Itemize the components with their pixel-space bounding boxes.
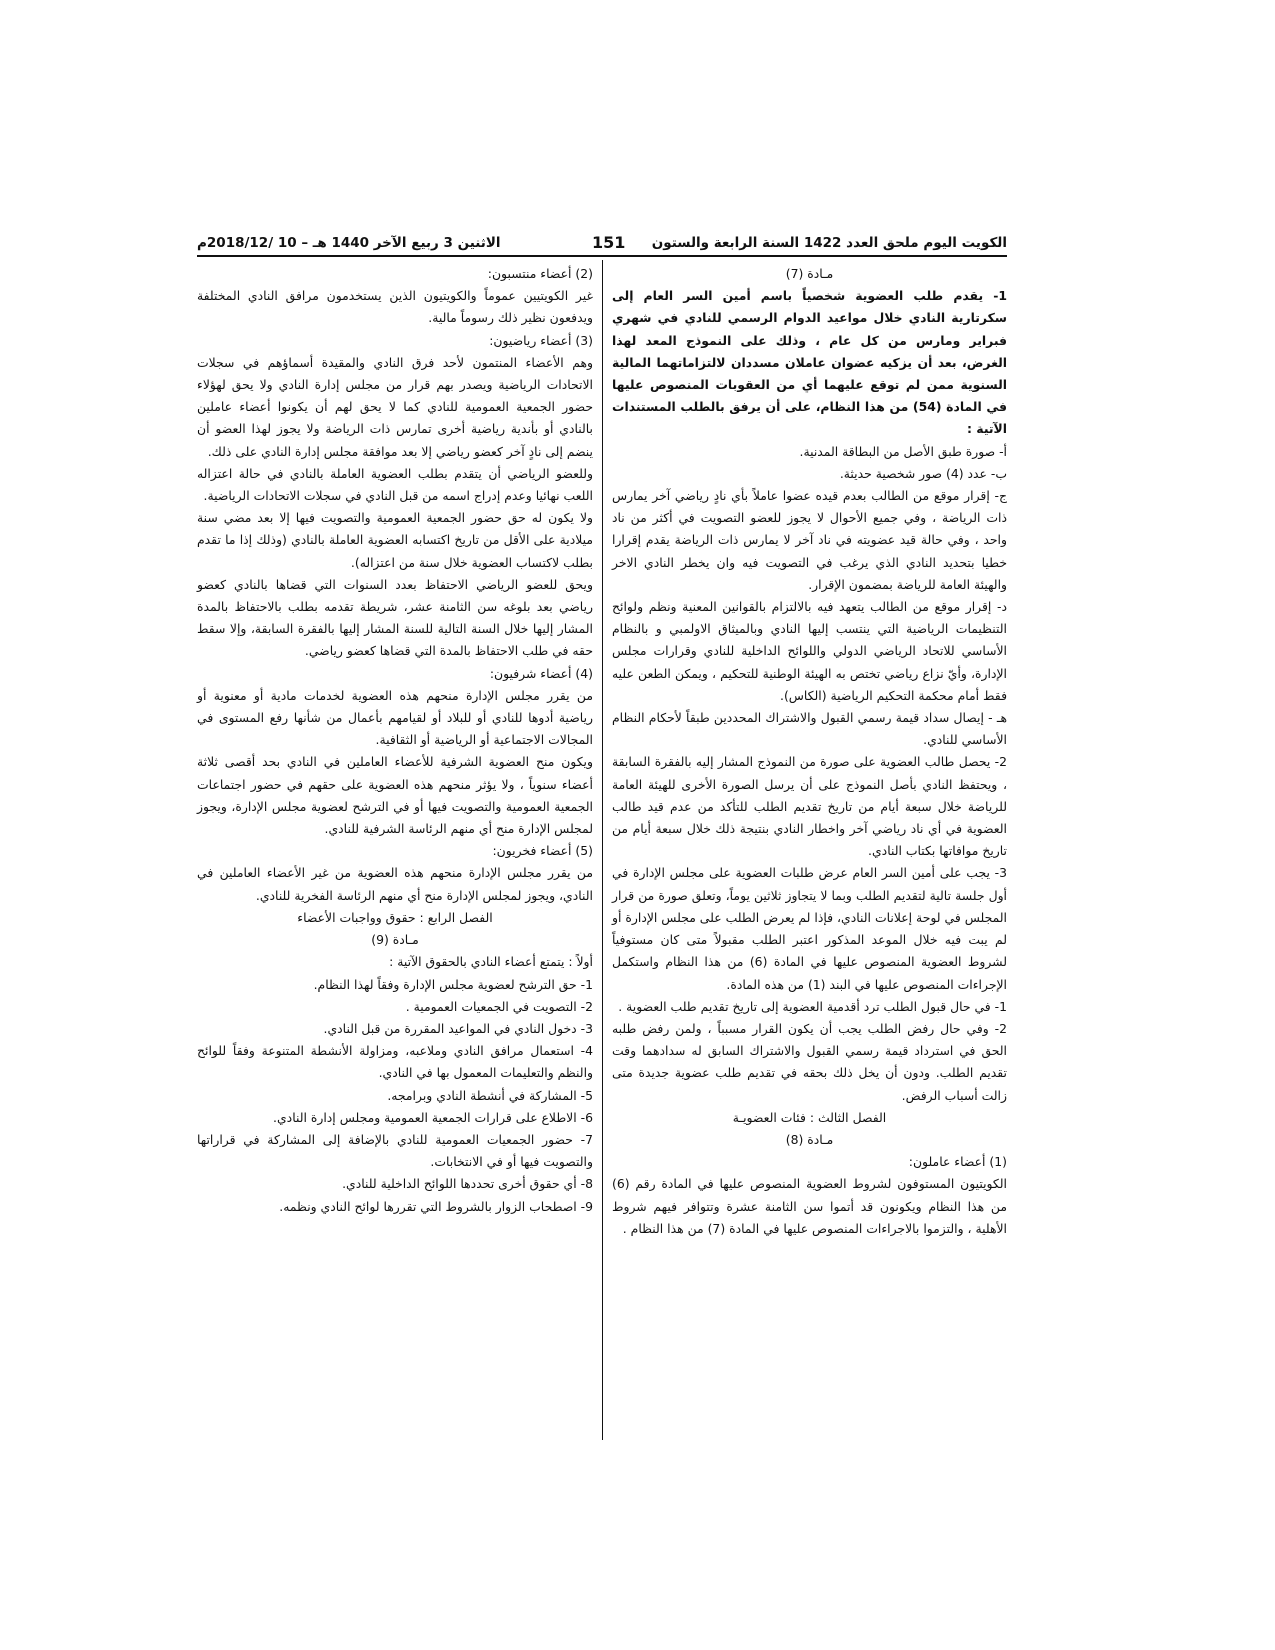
paragraph: أ- صورة طبق الأصل من البطاقة المدنية. bbox=[799, 443, 1007, 459]
paragraph: 6- الاطلاع على قرارات الجمعية العمومية ومجلس إدارة النادي. bbox=[273, 1109, 593, 1125]
left-column bbox=[197, 263, 593, 1218]
section-heading: الفصل الثالث : فئات العضويـة bbox=[732, 1109, 887, 1125]
paragraph: 7- حضور الجمعيات العمومية للنادي بالإضافة إلى المشاركة في قراراتها والتصويت فيها أو في الانتخابات. bbox=[197, 1131, 593, 1170]
paragraph: 2- يحصل طالب العضوية على صورة من النموذج المشار إليه بالفقرة السابقة ، ويحتفظ النادي بأصل النموذج على أن يرسل الصورة الأخرى للهيئة العامة للرياضة خلال سبعة أيام من تاريخ تقديم الطلب للتأكد من عدم قيد طالب العضوية في أي ناد رياضي آخر واخطار النادي بنتيجة ذلك خلال سبعة أيام من تاريخ موافاتها بكتاب النادي. bbox=[612, 754, 1007, 859]
paragraph: د- إقرار موقع من الطالب يتعهد فيه بالالتزام بالقوانين المعنية ونظم ولوائح التنظيمات الرياضية التي ينتسب إليها النادي وبالميثاق الاولمبي و بالنظام الأساسي للاتحاد الرياضي الدولي واللوائح الداخلية للنادي وقرارات مجلس الإدارة، وأيّ نزاع رياضي تختص به الهيئة الوطنية للتحكيم ، ويمكن الطعن عليه فقط أمام محكمة التحكيم الرياضية (الكاس). bbox=[612, 599, 1007, 703]
paragraph: 3- يجب على أمين السر العام عرض طلبات العضوية على مجلس الإدارة في أول جلسة تالية لتقديم الطلب وبما لا يتجاوز ثلاثين يوماً، وتعلق صورة من قرار المجلس في لوحة إعلانات النادي، فإذا لم يعرض الطلب على مجلس الإدارة أو لم يبت فيه خلال الموعد المذكور اعتبر الطلب مقبولاً متى كان مستوفياً لشروط العضوية المنصوص عليها في المادة (6) من هذا النظام واستكمل الإجراءات المنصوص عليها في البند (1) من هذه المادة. bbox=[612, 865, 1007, 992]
paragraph: 2- التصويت في الجمعيات العمومية . bbox=[405, 998, 593, 1014]
paragraph: ولا يكون له حق حضور الجمعية العمومية والتصويت فيها إلا بعد مضي سنة ميلادية على الأقل من تاريخ اكتسابه العضوية العاملة بالنادي (وذلك إذا ما تقدم بطلب لاكتساب العضوية خلال سنة من اعتزاله). bbox=[197, 510, 593, 570]
gazette-title: الكويت اليوم ملحق العدد 1422 السنة الرابعة والستون bbox=[651, 235, 1007, 251]
section-heading: مـادة (7) bbox=[785, 266, 834, 281]
paragraph: 1- في حال قبول الطلب ترد أقدمية العضوية إلى تاريخ تقديم طلب العضوية . bbox=[618, 998, 1007, 1014]
paragraph: من يقرر مجلس الإدارة منحهم هذه العضوية لخدمات مادية أو معنوية أو رياضية أدوها للنادي أو للبلاد أو لقيامهم بأعمال من شأنها رفع المستوى في المجالات الاجتماعية أو الرياضية أو الثقافية. bbox=[197, 687, 593, 748]
column-divider bbox=[602, 260, 603, 1440]
paragraph: (2) أعضاء منتسبون: bbox=[487, 266, 593, 281]
paragraph: وللعضو الرياضي أن يتقدم بطلب العضوية العاملة بالنادي في حالة اعتزاله اللعب نهائيا وعدم إدراج اسمه من قبل النادي في سجلات الاتحادات الرياضية. bbox=[197, 465, 593, 504]
paragraph: من يقرر مجلس الإدارة منحهم هذه العضوية من غير الأعضاء العاملين في النادي، ويجوز لمجلس الإدارة منح أي منهم الرئاسة الفخرية للنادي. bbox=[197, 865, 593, 903]
paragraph: الكويتيون المستوفون لشروط العضوية المنصوص عليها في المادة رقم (6) من هذا النظام ويكونون قد أتموا سن الثامنة عشرة وتتوافر فيهم شروط الأهلية ، والتزموا بالاجراءات المنصوص عليها في المادة (7) من هذا النظام . bbox=[612, 1176, 1007, 1236]
paragraph: هـ - إيصال سداد قيمة رسمي القبول والاشتراك المحددين طبقاً لأحكام النظام الأساسي للنادي. bbox=[612, 710, 1007, 748]
paragraph: 9- اصطحاب الزوار بالشروط التي تقررها لوائح النادي ونظمه. bbox=[279, 1198, 593, 1214]
section-heading: مـادة (9) bbox=[371, 932, 419, 948]
paragraph: 1- حق الترشح لعضوية مجلس الإدارة وفقاً لهذا النظام. bbox=[313, 976, 593, 992]
paragraph: ج- إقرار موقع من الطالب بعدم قيده عضوا عاملاً بأي نادٍ رياضي آخر يمارس ذات الرياضة ، وفي جميع الأحوال لا يجوز للعضو التصويت في أكثر من ناد واحد ، وفي حالة قيد عضويته في ناد آخر لا يمارس ذات الرياضة يقدم إقرارا خطيا بتحديد النادي الذي يرغب في التصويت فيه وان يخطر النادي الاخر والهيئة العامة للرياضة بمضمون الإقرار. bbox=[612, 488, 1007, 592]
paragraph: 1- يقدم طلب العضوية شخصياً باسم أمين السر العام إلى سكرتارية النادي خلال مواعيد الدوام الرسمي للنادي في شهري فبراير ومارس من كل عام ، وذلك على النموذج المعد لهذا الغرض، بعد أن يزكيه عضوان عاملان مسددان لالتزاماتهما المالية السنوية ممن لم توقع عليهما أي من العقوبات المنصوص عليها في المادة (54) من هذا النظام، على أن يرفق بالطلب المستندات الآتية : bbox=[612, 288, 1007, 437]
paragraph: 5- المشاركة في أنشطة النادي وبرامجه. bbox=[387, 1087, 593, 1103]
paragraph: ويحق للعضو الرياضي الاحتفاظ بعدد السنوات التي قضاها بالنادي كعضو رياضي بعد بلوغه سن الثامنة عشر، شريطة تقدمه بطلب بالاحتفاظ بالمدة المشار إليها خلال السنة التالية للسنة المشار إليها بالفقرة السابقة، وإلا سقط حقه في طلب الاحتفاظ بالمدة التي قضاها كعضو رياضي. bbox=[197, 576, 593, 659]
issue-date: الاثنين 3 ربيع الآخر 1440 هـ – 10 /2018/12م bbox=[197, 235, 501, 251]
paragraph: 2- وفي حال رفض الطلب يجب أن يكون القرار مسبباً ، ولمن رفض طلبه الحق في استرداد قيمة رسمي القبول والاشتراك السابق له سدادهما وقت تقديم الطلب. ودون أن يخل ذلك بحقه في تقديم طلب عضوية جديدة متى زالت أسباب الرفض. bbox=[612, 1020, 1007, 1103]
page-number: 151 bbox=[592, 233, 626, 252]
paragraph: ويكون منح العضوية الشرفية للأعضاء العاملين في النادي بحد أقصى ثلاثة أعضاء سنوياً ، ولا يؤثر منحهم هذه العضوية على حقهم في حضور اجتماعات الجمعية العمومية والتصويت فيها أو في الترشح لعضوية مجلس الإدارة، ويجوز لمجلس الإدارة منح أي منهم الرئاسة الشرفية للنادي. bbox=[197, 754, 593, 837]
paragraph: (5) أعضاء فخريون: bbox=[492, 843, 593, 859]
section-heading: الفصل الرابع : حقوق وواجبات الأعضاء bbox=[297, 909, 493, 925]
section-heading: مـادة (8) bbox=[785, 1131, 834, 1147]
paragraph: وهم الأعضاء المنتمون لأحد فرق النادي والمقيدة أسماؤهم في سجلات الاتحادات الرياضية ويصدر بهم قرار من مجلس إدارة النادي ولا يحق لهؤلاء حضور الجمعية العمومية للنادي كما لا يحق لهم أن يكونوا أعضاء عاملين بالنادي أو بأندية رياضية أخرى تمارس ذات الرياضة ولا يجوز لهذا العضو أن ينضم إلى نادٍ آخر كعضو رياضي إلا بعد موافقة مجلس إدارة النادي على ذلك. bbox=[197, 354, 593, 459]
paragraph: أولاً : يتمتع أعضاء النادي بالحقوق الآتية : bbox=[389, 954, 593, 970]
paragraph: 4- استعمال مرافق النادي وملاعبه، ومزاولة الأنشطة المتنوعة وفقاً للوائح والنظم والتعليمات المعمول بها في النادي. bbox=[197, 1043, 593, 1081]
header-rule bbox=[197, 255, 1007, 257]
paragraph: (4) أعضاء شرفيون: bbox=[489, 665, 593, 681]
paragraph: 8- أي حقوق أخرى تحددها اللوائح الداخلية للنادي. bbox=[342, 1176, 593, 1192]
paragraph: (1) أعضاء عاملون: bbox=[908, 1154, 1007, 1170]
paragraph: غير الكويتيين عموماً والكويتيون الذين يستخدمون مرافق النادي المختلفة ويدفعون نظير ذلك رسوماً مالية. bbox=[197, 288, 593, 326]
paragraph: ب- عدد (4) صور شخصية حديثة. bbox=[839, 465, 1007, 481]
paragraph: 3- دخول النادي في المواعيد المقررة من قبل النادي. bbox=[323, 1020, 593, 1036]
right-column bbox=[612, 263, 1007, 1240]
page-header bbox=[197, 228, 1007, 258]
paragraph: (3) أعضاء رياضيون: bbox=[489, 332, 593, 348]
